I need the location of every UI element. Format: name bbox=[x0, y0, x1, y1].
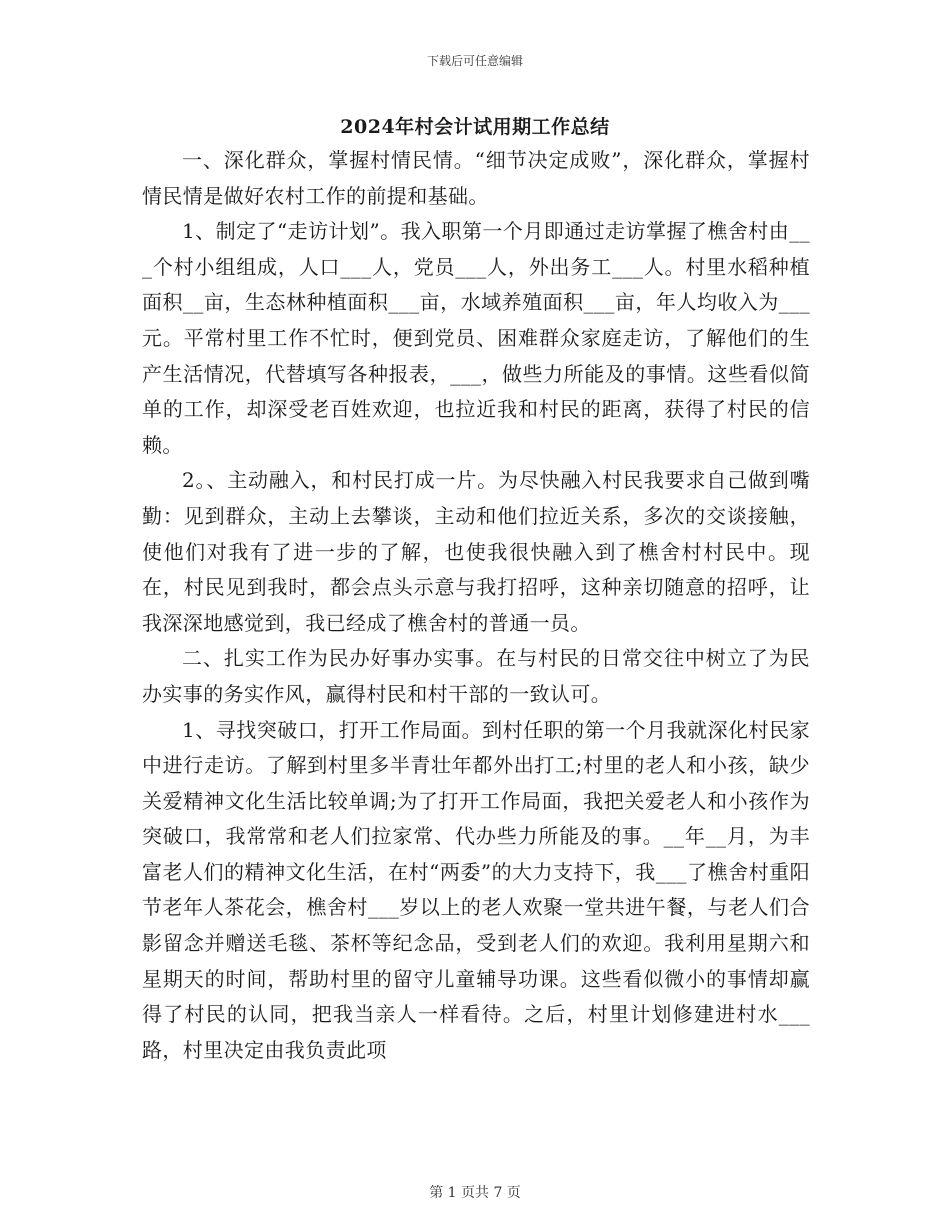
paragraph-section-two: 二、扎实工作为民办好事办实事。在与村民的日常交往中树立了为民办实事的务实作风，赢得村民和村干部的一致认可。 bbox=[142, 646, 810, 706]
document-body bbox=[142, 143, 810, 1068]
header-note: 下载后可任意编辑 bbox=[426, 54, 523, 68]
paragraph-integration: 2。、主动融入，和村民打成一片。为尽快融入村民我要求自己做到嘴勤：见到群众，主动上去攀谈，主动和他们拉近关系，多次的交谈接触，使他们对我有了进一步的了解，也使我很快融入到了樵舍村村民中。现在，村民见到我时，都会点头示意与我打招呼，这种亲切随意的招呼，让我深深地感觉到，我已经成了樵舍村的普通一员。 bbox=[142, 468, 810, 635]
document-title: 2024年村会计试用期工作总结 bbox=[340, 116, 610, 138]
paragraph-section-one: 一、深化群众，掌握村情民情。“细节决定成败”，深化群众，掌握村情民情是做好农村工作的前提和基础。 bbox=[142, 148, 810, 208]
page-number: 第 1 页共 7 页 bbox=[429, 1185, 521, 1201]
paragraph-visit-plan: 1、制定了“走访计划”。我入职第一个月即通过走访掌握了樵舍村由___个村小组组成，人口___人，党员___人，外出务工___人。村里水稻种植面积__亩，生态林种植面积___亩，水域养殖面积___亩，年人均收入为___元。平常村里工作不忙时，便到党员、困难群众家庭走访，了解他们的生产生活情况，代替填写各种报表，___，做些力所能及的事情。这些看似简单的工作，却深受老百姓欢迎，也拉近我和村民的距离，获得了村民的信赖。 bbox=[142, 219, 810, 457]
paragraph-breakthrough: 1、寻找突破口，打开工作局面。到村任职的第一个月我就深化村民家中进行走访。了解到村里多半青壮年都外出打工;村里的老人和小孩，缺少关爱精神文化生活比较单调;为了打开工作局面，我把关爱老人和小孩作为突破口，我常常和老人们拉家常、代办些力所能及的事。__年__月，为丰富老人们的精神文化生活，在村“两委”的大力支持下，我___了樵舍村重阳节老年人茶花会，樵舍村___岁以上的老人欢聚一堂共进午餐，与老人们合影留念并赠送毛毯、茶杯等纪念品，受到老人们的欢迎。我利用星期六和星期天的时间，帮助村里的留守儿童辅导功课。这些看似微小的事情却赢得了村民的认同，把我当亲人一样看待。之后，村里计划修建进村水___路，村里决定由我负责此项 bbox=[142, 717, 810, 1062]
